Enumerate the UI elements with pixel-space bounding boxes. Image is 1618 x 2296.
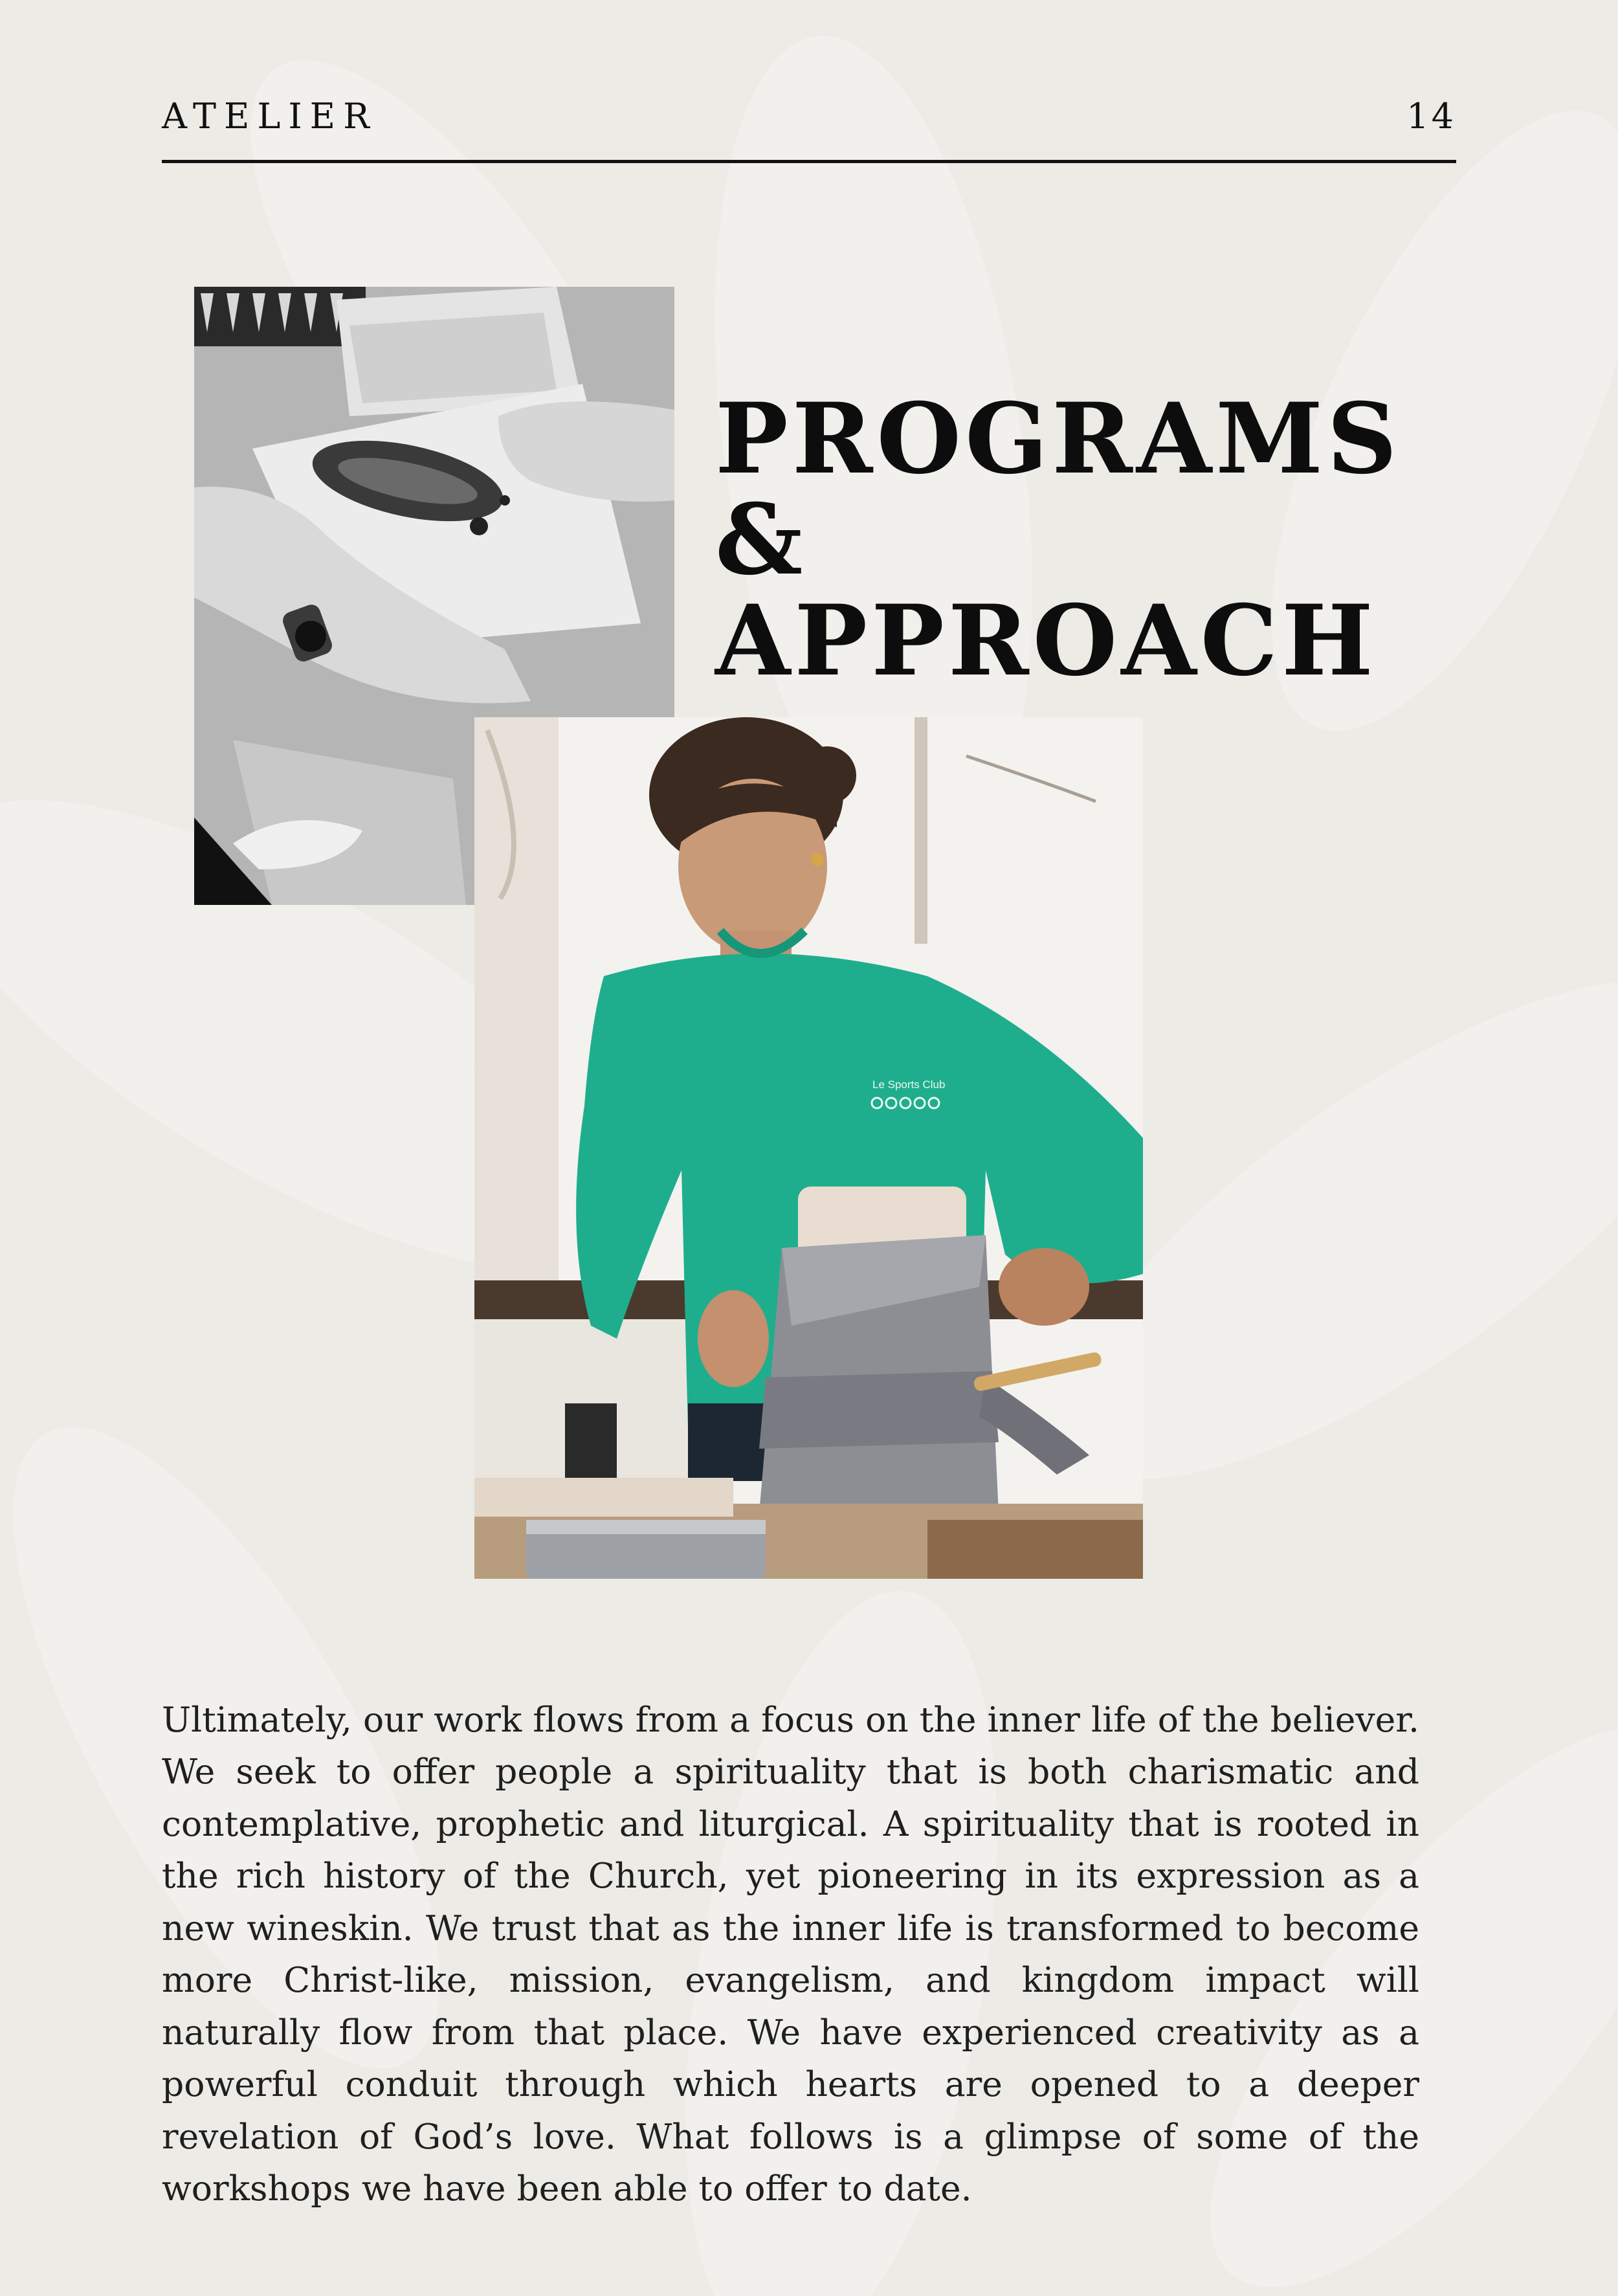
body-paragraph: Ultimately, our work flows from a focus on the inner life of the believer. We seek to offer people a spirituality that is both charismatic and contemplative, prophetic and liturgical. A spirituality that is rooted in the rich history of the Church, yet pioneering in its expression as a new wineskin. We trust that as the inner life is transformed to become more Christ-like, mission, evangelism, and kingdom impact will naturally flow from that place. We have experienced creativity as a powerful conduit through which hearts are opened to a deeper revelation of God’s love. What follows is a glimpse of some of the workshops we have been able to offer to date. [162,1699,1419,2209]
page-number: 14 [1406,96,1456,137]
header-divider [162,160,1456,163]
svg-text:Le Sports Club: Le Sports Club [872,1078,946,1091]
title-line-1: PROGRAMS & [715,382,1401,597]
woman-shaping-clay-photo [474,717,1143,1579]
header-brand: ATELIER [162,96,377,137]
page-title [715,382,1492,698]
title-line-2: APPROACH [715,584,1377,698]
